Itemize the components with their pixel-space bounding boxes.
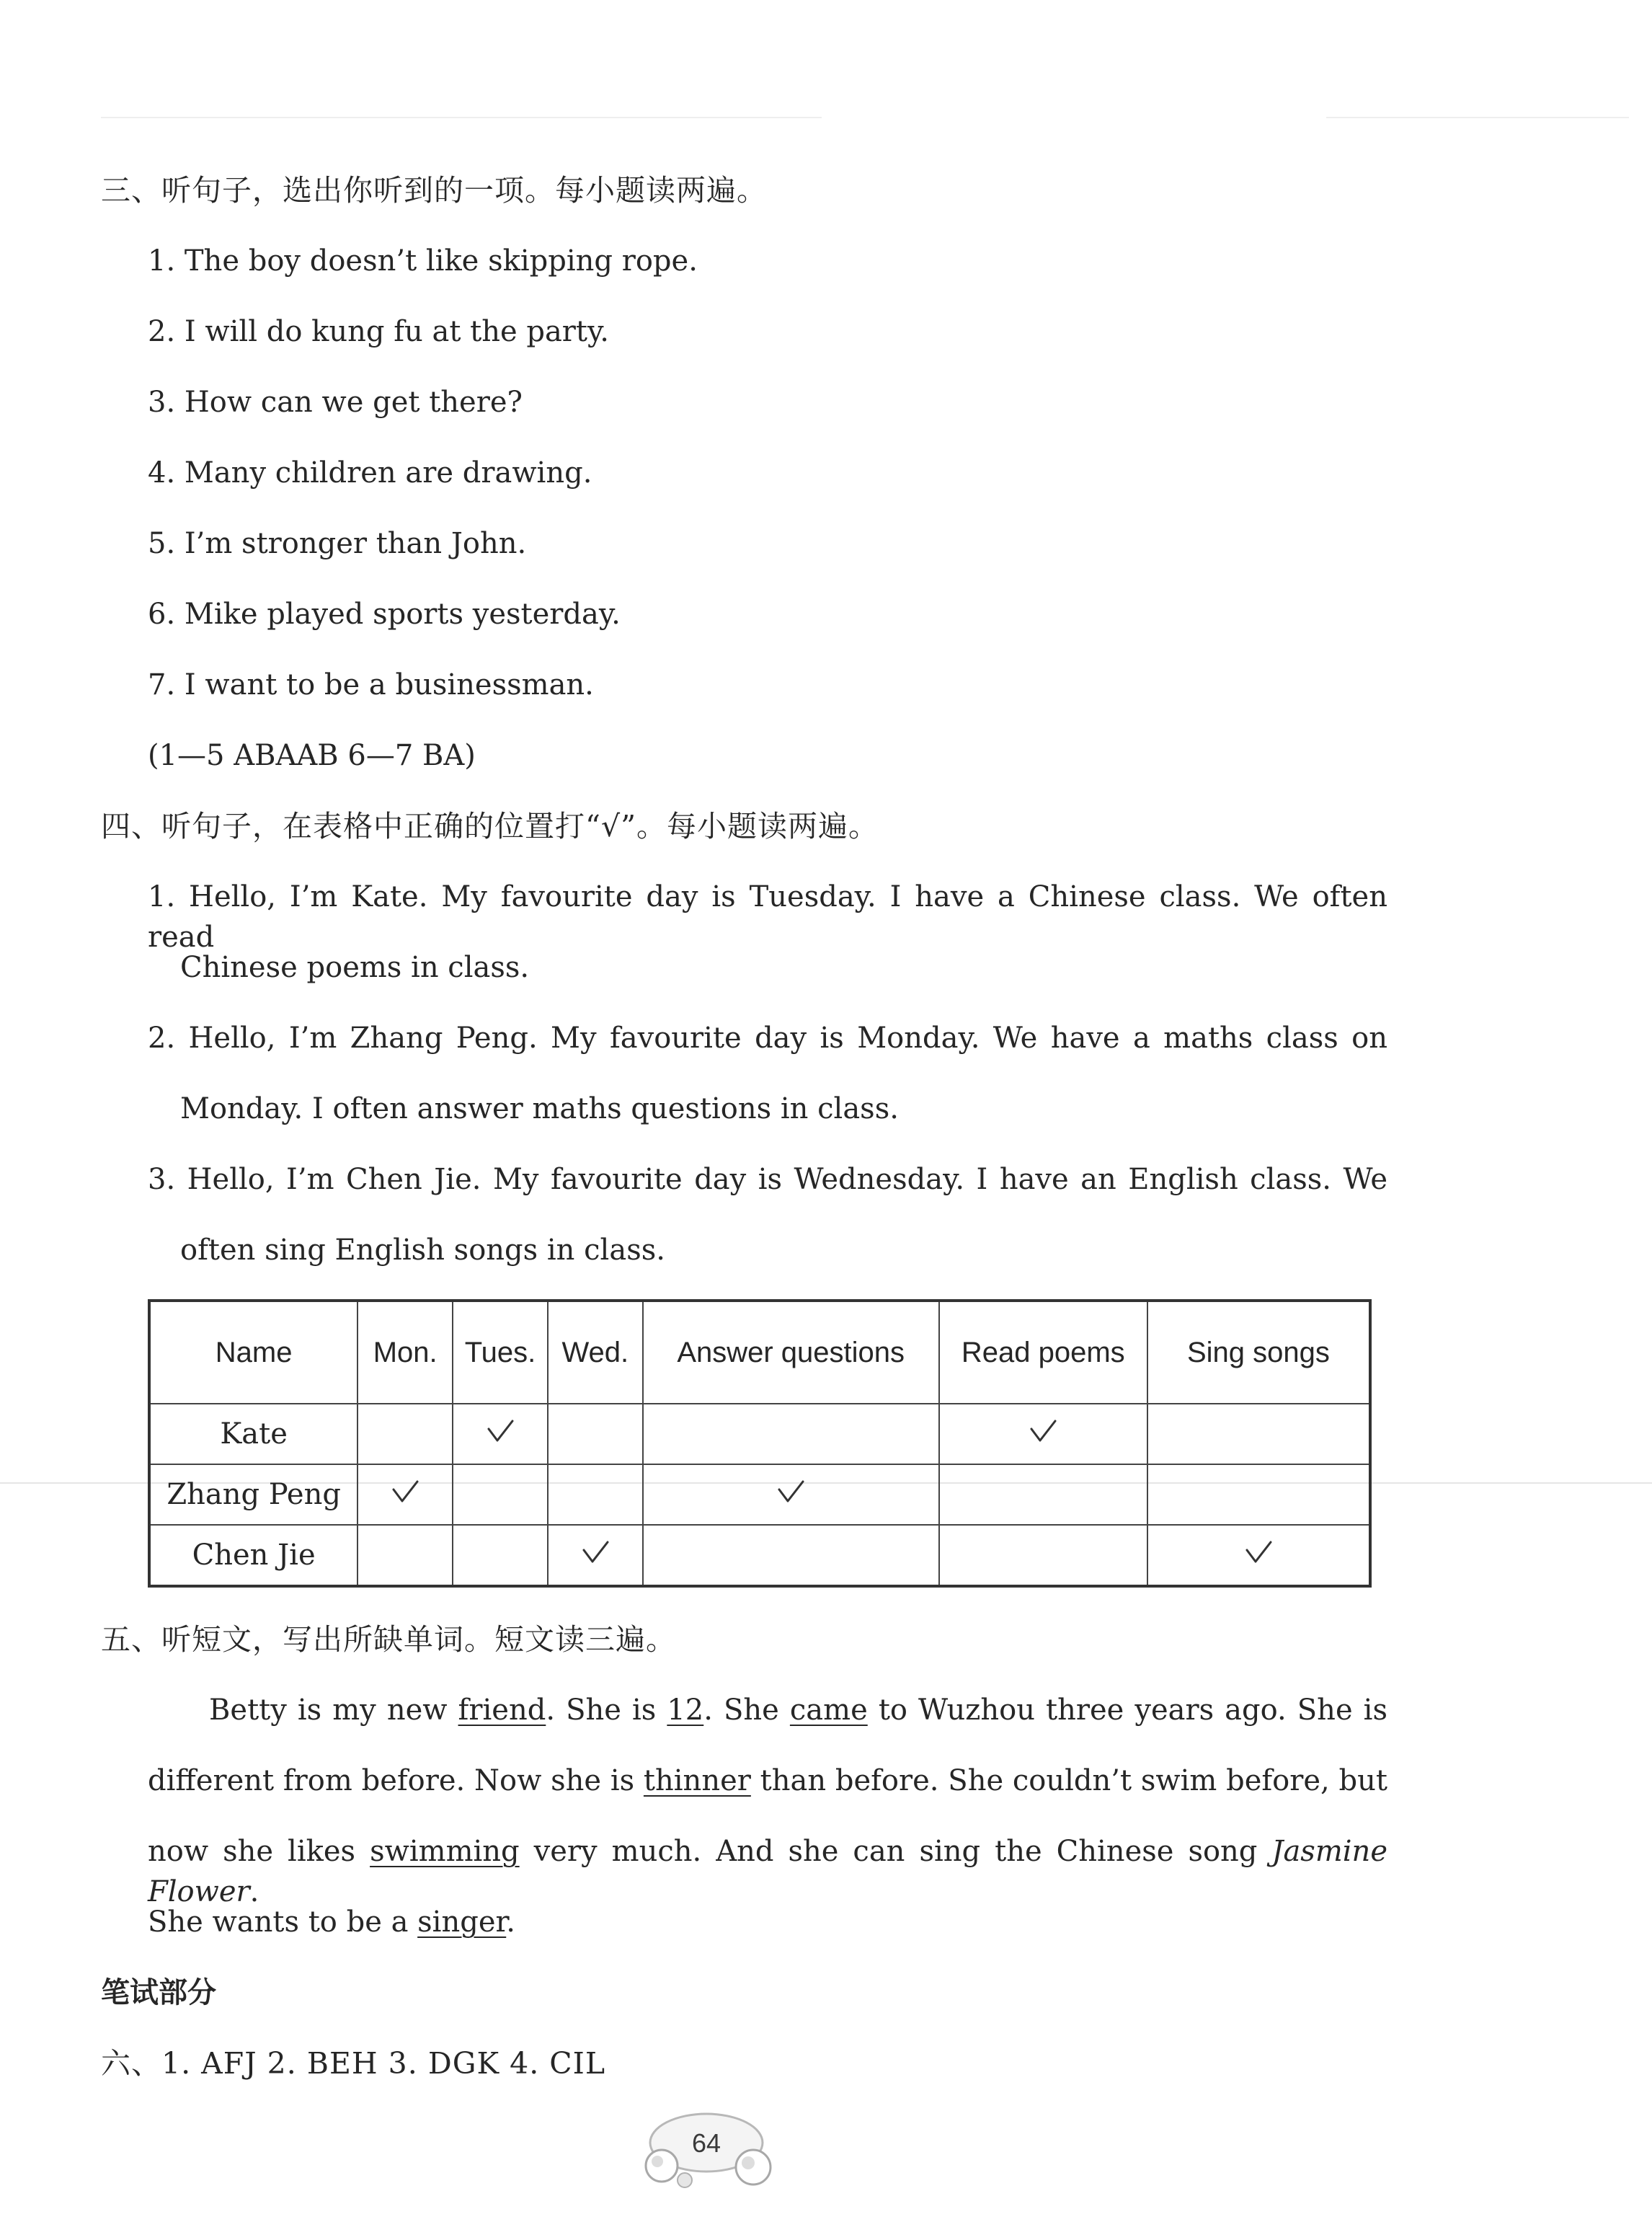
table-cell	[1147, 1404, 1370, 1464]
table-cell	[643, 1404, 939, 1464]
check-mark-icon	[487, 1419, 514, 1443]
table-cell	[643, 1525, 939, 1586]
top-rule-right	[1326, 117, 1629, 118]
list-item: 5. I’m stronger than John.	[148, 527, 527, 560]
table-header: Sing songs	[1147, 1301, 1370, 1404]
written-part-heading: 笔试部分	[101, 1976, 216, 2009]
text: very much. And she can sing the Chinese song	[519, 1835, 1272, 1868]
list-item: 4. Many children are drawing.	[148, 456, 592, 490]
check-mark-icon	[582, 1540, 609, 1564]
song-title: Jasmine Flower	[148, 1835, 1387, 1908]
answer-key: (1—5 ABAAB 6—7 BA)	[148, 739, 476, 772]
list-item: 2. I will do kung fu at the party.	[148, 315, 609, 348]
list-item: 6. Mike played sports yesterday.	[148, 598, 621, 631]
paragraph-line: often sing English songs in class.	[180, 1234, 665, 1267]
text: .	[249, 1875, 259, 1908]
text: than before. She couldn’t swim before, but	[750, 1764, 1387, 1797]
table-row	[149, 1464, 1370, 1525]
paragraph-line: Monday. I often answer maths questions in class.	[180, 1092, 899, 1125]
table-cell	[643, 1464, 939, 1525]
table-header: Tues.	[453, 1301, 548, 1404]
table-header-row	[149, 1301, 1370, 1404]
text: now she likes	[148, 1835, 370, 1868]
section5-heading: 五、听短文，写出所缺单词。短文读三遍。	[101, 1622, 676, 1657]
text: to Wuzhou three years ago. She is	[867, 1694, 1387, 1727]
page-number: 64	[691, 2128, 721, 2158]
list-item: 7. I want to be a businessman.	[148, 668, 594, 701]
list-item: 1. The boy doesn’t like skipping rope.	[148, 244, 698, 278]
table-cell	[1147, 1525, 1370, 1586]
table-cell	[939, 1464, 1147, 1525]
list-item: 3. How can we get there?	[148, 386, 523, 419]
filled-blank: friend	[458, 1694, 546, 1727]
text: . She is	[546, 1694, 667, 1727]
text: . She	[703, 1694, 790, 1727]
table-cell	[453, 1464, 548, 1525]
table-cell-name: Kate	[149, 1404, 358, 1464]
table-cell	[453, 1404, 548, 1464]
paragraph-line: 1. Hello, I’m Kate. My favourite day is Tuesday. I have a Chinese class. We often read	[148, 880, 1387, 954]
filled-blank: swimming	[370, 1835, 520, 1868]
section6-answers: 六、1. AFJ 2. BEH 3. DGK 4. CIL	[101, 2046, 606, 2081]
check-mark-icon	[777, 1479, 804, 1504]
paragraph-line: Chinese poems in class.	[180, 951, 530, 984]
section4-heading: 四、听句子，在表格中正确的位置打“√”。每小题读两遍。	[101, 809, 879, 844]
table-cell-name: Chen Jie	[149, 1525, 358, 1586]
check-mark-icon	[1245, 1540, 1272, 1564]
table-header: Answer questions	[643, 1301, 939, 1404]
check-mark-icon	[391, 1479, 419, 1504]
table-cell-name: Zhang Peng	[149, 1464, 358, 1525]
paragraph-line	[209, 1690, 1387, 1730]
table-cell	[358, 1404, 453, 1464]
top-rule	[101, 117, 822, 118]
paragraph-line	[148, 1831, 1387, 1908]
table-cell	[358, 1525, 453, 1586]
table-cell	[1147, 1464, 1370, 1525]
table-cell	[548, 1525, 643, 1586]
table-cell	[548, 1404, 643, 1464]
table-header: Mon.	[358, 1301, 453, 1404]
check-mark-icon	[1029, 1419, 1057, 1443]
filled-blank: singer	[417, 1905, 507, 1939]
table-header: Read poems	[939, 1301, 1147, 1404]
section3-heading: 三、听句子，选出你听到的一项。每小题读两遍。	[101, 173, 767, 208]
paragraph-line: 2. Hello, I’m Zhang Peng. My favourite day is Monday. We have a maths class on	[148, 1022, 1387, 1055]
table-header: Wed.	[548, 1301, 643, 1404]
paragraph-line	[148, 1902, 515, 1942]
filled-blank: thinner	[643, 1764, 751, 1797]
filled-blank: 12	[667, 1694, 704, 1727]
text: different from before. Now she is	[148, 1764, 644, 1797]
text: She wants to be a	[148, 1905, 418, 1939]
table-cell	[939, 1404, 1147, 1464]
table-header: Name	[149, 1301, 358, 1404]
table-row	[149, 1404, 1370, 1464]
table-cell	[358, 1464, 453, 1525]
table-cell	[453, 1525, 548, 1586]
answer-table	[148, 1299, 1372, 1588]
page-number-badge	[634, 2108, 800, 2195]
text: .	[506, 1905, 515, 1939]
text: Betty is my new	[209, 1694, 458, 1727]
table-row	[149, 1525, 1370, 1586]
table-cell	[939, 1525, 1147, 1586]
paragraph-line: 3. Hello, I’m Chen Jie. My favourite day is Wednesday. I have an English class. We	[148, 1163, 1387, 1196]
filled-blank: came	[789, 1694, 868, 1727]
paragraph-line	[148, 1761, 1387, 1801]
table-cell	[548, 1464, 643, 1525]
